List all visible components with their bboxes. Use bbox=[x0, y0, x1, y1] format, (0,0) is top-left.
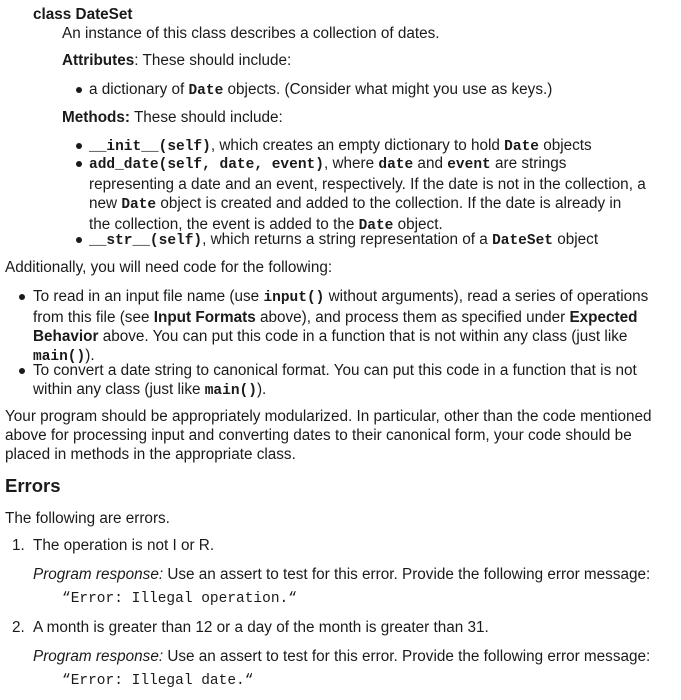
attribute-item bbox=[89, 80, 552, 101]
class-heading: class DateSet bbox=[33, 6, 133, 23]
error-text: The operation is not I or R. bbox=[33, 537, 215, 554]
methods-heading bbox=[62, 108, 283, 127]
error-response: Program response: Use an assert to test for this error. Provide the following error message: bbox=[33, 648, 651, 665]
attribute-item-text: objects. (Consider what might you use as keys.) bbox=[223, 81, 553, 98]
method-add-date-code: event bbox=[447, 157, 491, 173]
errors-intro: The following are errors. bbox=[5, 510, 170, 527]
error-response: Program response: Use an assert to test for this error. Provide the following error message: bbox=[33, 566, 651, 583]
additional-item-convert: To convert a date string to canonical format. You can put this code in a function that is not within any class (just like main()). bbox=[33, 362, 637, 399]
additionally-paragraph: Additionally, you will need code for the following: bbox=[5, 259, 333, 276]
method-add-date-text: , where bbox=[323, 155, 379, 172]
method-add-date-line1 bbox=[89, 154, 646, 175]
method-str bbox=[89, 230, 598, 251]
error-number: 1. bbox=[12, 537, 25, 554]
method-add-date-line4: the collection, the event is added to the Date object. bbox=[89, 216, 443, 234]
attribute-item-text: a dictionary of bbox=[89, 81, 189, 98]
method-add-date-code: add_date(self, date, event) bbox=[89, 157, 324, 173]
methods-label: Methods: bbox=[62, 109, 130, 126]
method-add-date-text: and bbox=[413, 155, 448, 172]
bullet-icon bbox=[19, 294, 25, 300]
class-description: An instance of this class describes a collection of dates. bbox=[62, 25, 440, 42]
methods-intro: These should include: bbox=[129, 109, 283, 126]
method-init-text: , which creates an empty dictionary to hold bbox=[210, 137, 505, 154]
method-str-code: DateSet bbox=[492, 233, 553, 249]
method-init-code: __init__(self) bbox=[89, 139, 211, 155]
bullet-icon bbox=[76, 143, 82, 149]
bullet-icon bbox=[76, 87, 82, 93]
additional-item-read: To read in an input file name (use input() without arguments), read a series of operations from this file (see Input Formats above), and process them as specified under Expected Behavior above. You can put this code in a function that is not within any class (just like main()). bbox=[33, 288, 649, 365]
method-init-text: objects bbox=[538, 137, 592, 154]
method-str-text: , which returns a string representation of a bbox=[202, 231, 493, 248]
attributes-heading bbox=[62, 51, 291, 70]
error-message: “Error: Illegal operation.“ bbox=[62, 591, 297, 607]
method-str-code: __str__(self) bbox=[89, 233, 203, 249]
errors-heading: Errors bbox=[5, 475, 61, 496]
attributes-label: Attributes bbox=[62, 52, 135, 69]
method-add-date-line2: representing a date and an event, respectively. If the date is not in the collection, a bbox=[89, 176, 646, 193]
method-add-date-text: are strings bbox=[490, 155, 567, 172]
modularized-paragraph: Your program should be appropriately modularized. In particular, other than the code mentioned above for processing input and converting dates to their canonical form, your code should be placed in methods in the appropriate class. bbox=[5, 408, 652, 463]
attribute-item-code: Date bbox=[188, 83, 224, 99]
error-text: A month is greater than 12 or a day of the month is greater than 31. bbox=[33, 619, 489, 636]
bullet-icon bbox=[76, 161, 82, 167]
method-str-text: object bbox=[553, 231, 599, 248]
method-add-date-code: date bbox=[378, 157, 414, 173]
error-number: 2. bbox=[12, 619, 25, 636]
attributes-intro: : These should include: bbox=[134, 52, 292, 69]
bullet-icon bbox=[19, 368, 25, 374]
method-add-date bbox=[89, 154, 646, 236]
bullet-icon bbox=[76, 237, 82, 243]
error-message: “Error: Illegal date.“ bbox=[62, 673, 254, 689]
method-add-date-line3: new Date object is created and added to the collection. If the date is already in bbox=[89, 195, 622, 213]
method-init-code: Date bbox=[504, 139, 539, 155]
